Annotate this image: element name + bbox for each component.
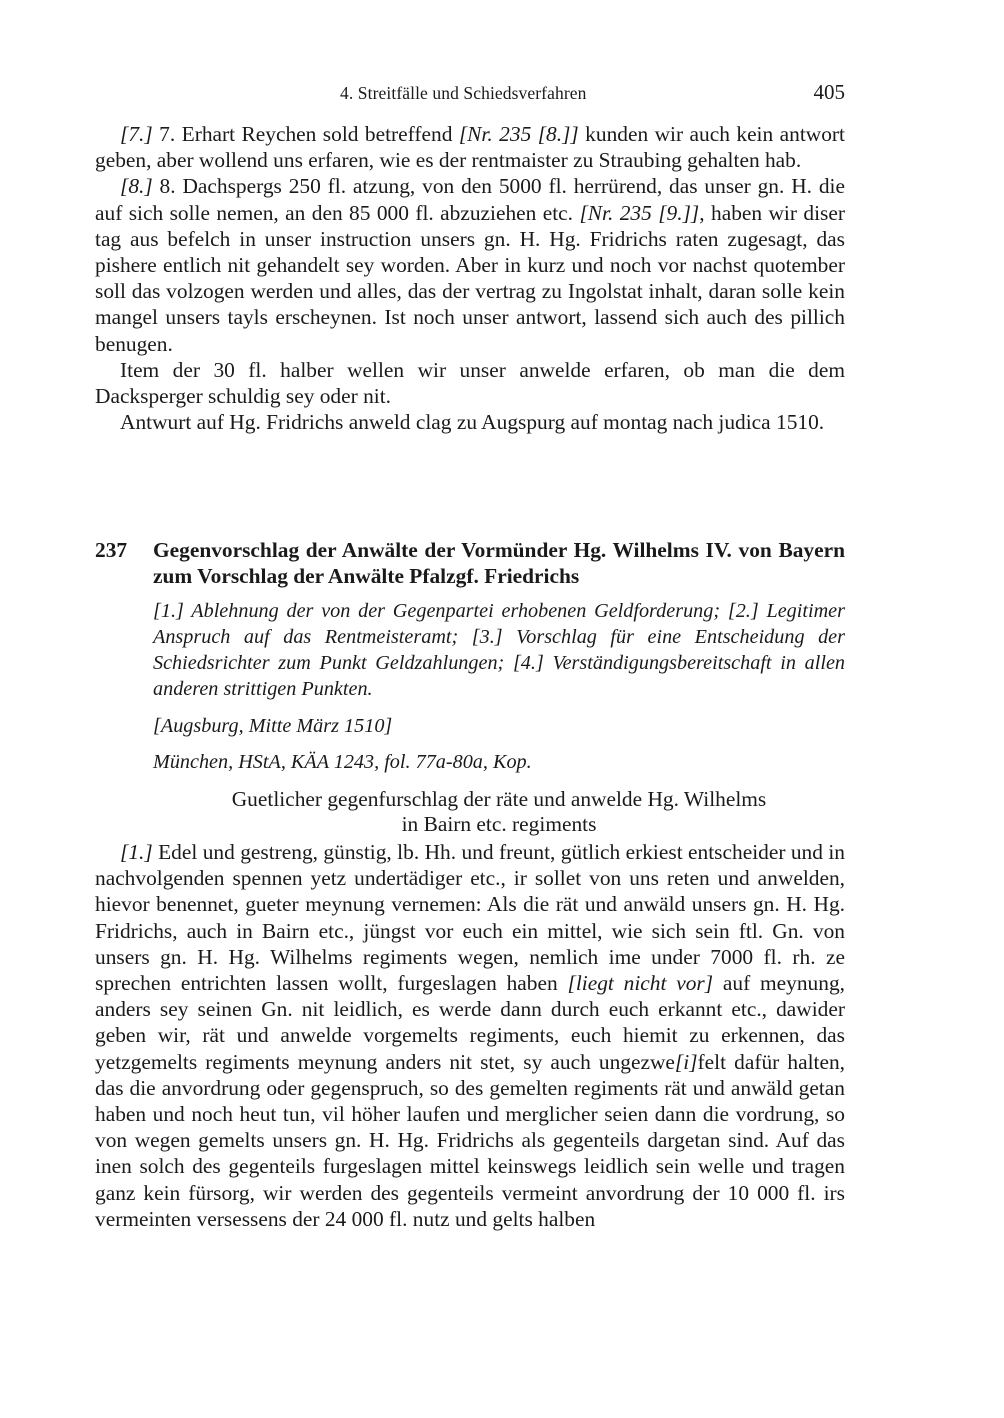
paragraph-8 xyxy=(95,173,845,356)
running-head: 4. Streitfälle und Schiedsverfahren xyxy=(340,83,587,103)
document-regest: [1.] Ablehnung der von der Gegenpartei erhobenen Geldforderung; [2.] Legitimer Anspruch auf das Rentmeisteramt; [3.] Vorschlag für eine Entscheidung der Schiedsrichter zum Punkt Geldzahlungen; [4.] Verständigungsbereitschaft in allen anderen strittigen Punkten. xyxy=(153,600,845,700)
cross-reference: [Nr. 235 [8.]] xyxy=(458,122,579,146)
paragraph-text: felt dafür halten, das die anvordrung oder gegenspruch, so des gemelten regiments rät und anwäld getan haben und noch heut tun, vil höher laufen und merglicher seien dann die vordrung, so von wegen gemelts unsers gn. H. Hg. Fridrichs als gegenteils dargetan sind. Auf das inen solch des gegenteils furgeslagen mittel keinswegs leidlich sein welle und tragen ganz kein fürsorg, wir werden des gegenteils vermeint anvordrung der 10 000 fl. irs vermeinten versessens der 24 000 fl. nutz und gelts halben xyxy=(95,1049,845,1231)
main-text-paragraph xyxy=(95,839,845,1232)
document-title: Gegenvorschlag der Anwälte der Vormünder Hg. Wilhelms IV. von Bayern zum Vorschlag der Anwälte Pfalzgf. Friedrichs xyxy=(153,538,845,588)
document-date: [Augsburg, Mitte März 1510] xyxy=(153,715,393,737)
section-ref: [1.] xyxy=(120,840,153,864)
paragraph-text: , haben wir diser tag aus befelch in unser instruction unsers gn. H. Hg. Fridrichs raten zugesagt, das pishere entlich nit gehandelt sey worden. Aber in kurz und noch vor nachst quotember soll das volzogen werden und alles, das der vertrag zu Ingolstat inhalt, daran solle kein mangel unsers tayls erscheynen. Ist noch unser antwort, lassend sich auch des pillich benugen. xyxy=(95,200,845,356)
document-237 xyxy=(95,537,845,1232)
cross-reference: [Nr. 235 [9.]] xyxy=(579,200,700,225)
text-heading-line: in Bairn etc. regiments xyxy=(401,812,597,836)
paragraph-text: auf meynung, anders sey seinen Gn. nit leidlich, es werde dann durch euch erkannt etc., dawider geben wir, rät und anwelde vorgemelts regiments, euch hiemit zu erkennen, das yetzgemelts regiments meynung anders nit stet, sy auch ungezwe xyxy=(95,971,845,1074)
paragraph-text: 7. Erhart Reychen sold betreffend xyxy=(152,122,459,146)
section-ref: [7.] xyxy=(120,122,153,146)
page-header xyxy=(95,80,845,106)
editorial-emendation: [i] xyxy=(674,1049,698,1074)
editorial-note: [liegt nicht vor] xyxy=(567,971,714,996)
paragraph-text: 8. Dachspergs 250 fl. atzung, von den 5000 fl. herrürend, das unser gn. H. die auf sich solle nemen, an den 85 000 fl. abzuziehen etc. xyxy=(95,174,845,225)
section-ref: [8.] xyxy=(120,174,153,199)
paragraph-item: Item der 30 fl. halber wellen wir unser anwelde erfaren, ob man die dem Dacksperger schuldig sey oder nit. xyxy=(95,357,845,409)
document-heading xyxy=(95,537,845,589)
page-number: 405 xyxy=(813,80,845,104)
paragraph-7 xyxy=(95,121,845,173)
document-number: 237 xyxy=(95,538,128,562)
paragraph-closing: Antwurt auf Hg. Fridrichs anweld clag zu Augspurg auf montag nach judica 1510. xyxy=(120,410,825,435)
text-heading xyxy=(95,787,845,837)
paragraph-text: kunden wir auch kein antwort geben, aber wollend uns erfaren, wie es der rentmaister zu Straubing gehalten hab. xyxy=(95,122,845,173)
paragraph-text: Edel und gestreng, günstig, lb. Hh. und freunt, gütlich erkiest entscheider und in nachvolgenden spennen yetz undertädiger etc., ir sollet von uns reten und anwelden, hievor benennet, gueter meynung vernemen: Als die rät und anwäld unsers gn. H. Hg. Fridrichs, auch in Bairn etc., jüngst vor euch ein mittel, wie sich sein ftl. Gn. von unsers gn. H. Hg. Wilhelms regiments wegen, nemlich ime under 7000 fl. rh. ze sprechen entrichten lassen wollt, furgeslagen haben xyxy=(95,840,845,996)
previous-document-text xyxy=(95,121,845,435)
text-heading-line: Guetlicher gegenfurschlag der räte und anwelde Hg. Wilhelms xyxy=(231,787,767,811)
document-source: München, HStA, KÄA 1243, fol. 77a-80a, Kop. xyxy=(153,751,532,773)
